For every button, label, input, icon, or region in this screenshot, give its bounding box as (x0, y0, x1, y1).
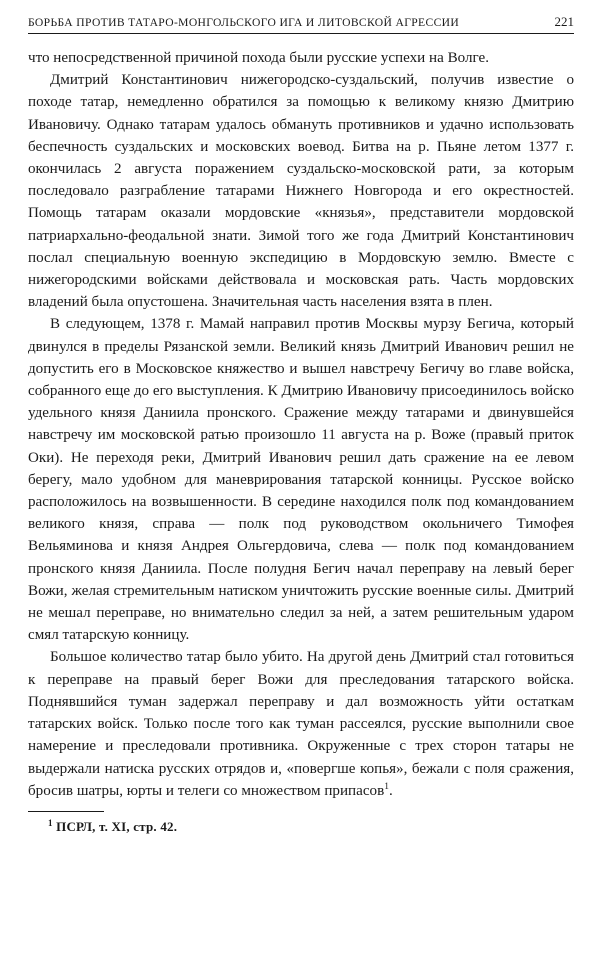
page-number: 221 (554, 14, 574, 29)
footnote-text: ПСРЛ, т. XI, стр. 42. (56, 818, 178, 834)
paragraph: В следующем, 1378 г. Мамай направил против Москвы мурзу Бегича, который двинулся в пределы Рязанской земли. Великий князь Дмитрий Иванович решил не допустить его в Московское княжество и вышел навстречу Бегичу во главе войска, собранного еще до его выступления. К Дмитрию Ивановичу присоединилось войско удельного князя Даниила пронского. Сражение между татарами и двинувшейся навстречу им московской ратью произошло 11 августа на р. Воже (правый приток Оки). Не переходя реки, Дмитрий Иванович решил дать сражение на ее левом берегу, мало удобном для маневрирования татарской конницы. Русское войско расположилось на возвышенности. В середине находился полк под командованием великого князя, справа — полк под руководством окольничего Тимофея Вельяминова и князя Андрея Ольгердовича, слева — полк под командованием пронского князя Даниила. После полудня Бегич начал переправу на левый берег Вожи, желая стремительным натиском уничтожить русские военные силы. Дмитрий не мешал переправе, но внимательно следил за ней, а затем решительным ударом смял татарскую конницу. (28, 316, 574, 644)
paragraph-text: Большое количество татар было убито. На другой день Дмитрий стал готовиться к переправе на правый берег Вожи для преследования татарского войска. Поднявшийся туман задержал переправу и дал возможность уйти остаткам татарских войск. Только после того как туман рассеялся, русские выполнили свое намерение и преследовали противника. Окруженные с трех сторон татары не выдержали натиска русских отрядов и, «повергше копья», бежали с поля сражения, бросив шатры, юрты и телеги со множеством припасов (28, 649, 574, 799)
paragraph-continuation: что непосредственной причиной похода были русские успехи на Волге. (28, 50, 489, 66)
footnote (48, 819, 574, 835)
running-header (28, 14, 574, 34)
running-title: БОРЬБА ПРОТИВ ТАТАРО-МОНГОЛЬСКОГО ИГА И ЛИТОВСКОЙ АГРЕССИИ (28, 16, 460, 29)
footnote-marker: 1 (48, 817, 53, 828)
body-text (28, 47, 574, 802)
footnote-divider (28, 811, 104, 812)
footnote-reference: 1 (384, 781, 389, 792)
paragraph: Дмитрий Константинович нижегородско-суздальский, получив известие о походе татар, немедленно обратился за помощью к великому князю Дмитрию Ивановичу. Однако татарам удалось обмануть противников и удачно использовать беспечность суздальских и московских воевод. Битва на р. Пьяне летом 1377 г. окончилась 2 августа поражением суздальско-московской рати, за которым последовало разграбление татарами Нижнего Новгорода и его окрестностей. Помощь татарам оказали мордовские «князья», представители мордовской патриархально-феодальной знати. Зимой того же года Дмитрий Константинович послал специальную военную экспедицию в Мордовскую землю. Вместе с нижегородскими войсками действовала и московская рать. Часть мордовских владений была опустошена. Значительная часть населения взята в плен. (28, 72, 574, 311)
book-page (28, 14, 574, 835)
paragraph-last: Большое количество татар было убито. На другой день Дмитрий стал готовиться к переправе на правый берег Вожи для преследования татарского войска. Поднявшийся туман задержал переправу и дал возможность уйти остаткам татарских войск. Только после того как туман рассеялся, русские выполнили свое намерение и преследовали противника. Окруженные с трех сторон татары не выдержали натиска русских отрядов и, «повергше копья», бежали с поля сражения, бросив шатры, юрты и телеги со множеством припасов$^1$. (28, 649, 574, 799)
